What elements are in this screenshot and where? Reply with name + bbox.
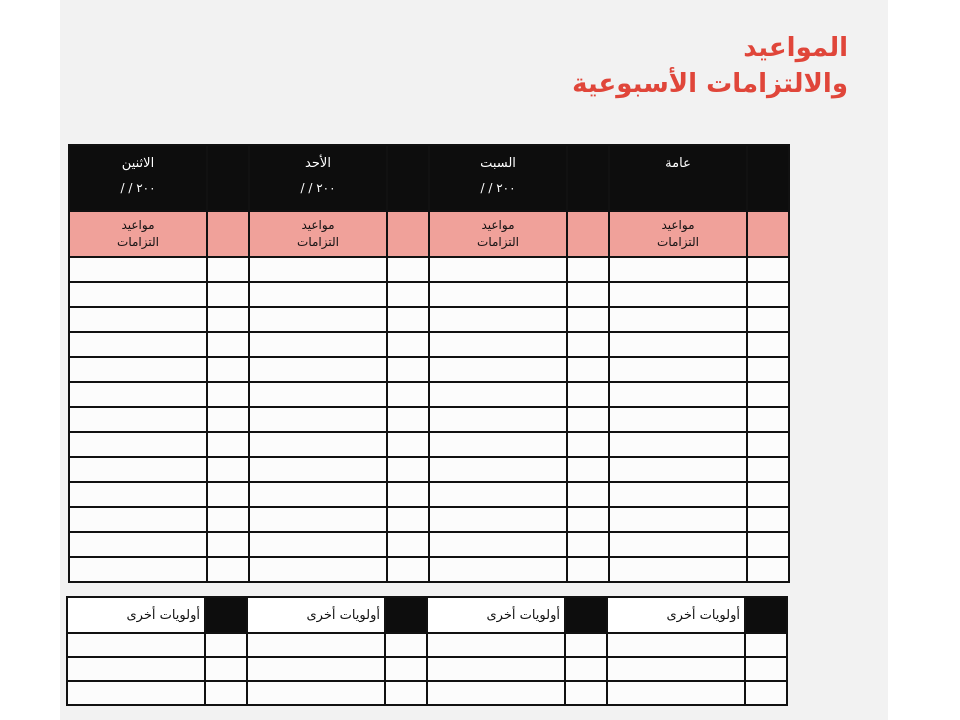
entry-cell[interactable] <box>429 357 567 382</box>
check-cell[interactable] <box>385 681 427 705</box>
entry-cell[interactable] <box>429 557 567 582</box>
check-cell[interactable] <box>747 357 789 382</box>
check-cell[interactable] <box>565 657 607 681</box>
day-date: ٢٠٠ / / <box>120 181 156 195</box>
entry-cell[interactable] <box>607 657 745 681</box>
schedule-row <box>69 482 789 507</box>
check-cell[interactable] <box>207 382 249 407</box>
check-cell[interactable] <box>207 557 249 582</box>
priorities-row <box>67 681 787 705</box>
entry-cell[interactable] <box>427 681 565 705</box>
priorities-body <box>67 633 787 705</box>
check-cell[interactable] <box>747 532 789 557</box>
priorities-header-monday <box>67 597 205 633</box>
entry-cell[interactable] <box>69 457 207 482</box>
day-header-saturday <box>429 145 567 211</box>
check-cell[interactable] <box>747 482 789 507</box>
entry-cell[interactable] <box>247 681 385 705</box>
sub-header-saturday <box>429 211 567 257</box>
check-cell[interactable] <box>747 507 789 532</box>
entry-cell[interactable] <box>69 482 207 507</box>
check-cell[interactable] <box>565 681 607 705</box>
entry-cell[interactable] <box>429 407 567 432</box>
schedule-row <box>69 557 789 582</box>
check-cell[interactable] <box>747 457 789 482</box>
check-cell[interactable] <box>387 332 429 357</box>
priorities-header-sunday <box>247 597 385 633</box>
entry-cell[interactable] <box>69 382 207 407</box>
check-cell[interactable] <box>747 332 789 357</box>
entry-cell[interactable] <box>429 382 567 407</box>
entry-cell[interactable] <box>609 482 747 507</box>
priorities-spacer <box>565 597 607 633</box>
check-cell[interactable] <box>567 357 609 382</box>
entry-cell[interactable] <box>69 282 207 307</box>
priorities-table <box>66 596 788 706</box>
entry-cell[interactable] <box>607 681 745 705</box>
entry-cell[interactable] <box>429 307 567 332</box>
day-header-general <box>609 145 747 211</box>
sub-header-general <box>609 211 747 257</box>
check-cell[interactable] <box>387 457 429 482</box>
entry-cell[interactable] <box>609 432 747 457</box>
check-cell[interactable] <box>207 357 249 382</box>
entry-cell[interactable] <box>427 657 565 681</box>
priorities-label: أولويات أخرى <box>126 607 200 623</box>
entry-cell[interactable] <box>247 657 385 681</box>
priorities-spacer <box>745 597 787 633</box>
entry-cell[interactable] <box>607 633 745 657</box>
entry-cell[interactable] <box>249 357 387 382</box>
check-cell[interactable] <box>567 257 609 282</box>
schedule-row <box>69 282 789 307</box>
check-cell[interactable] <box>747 382 789 407</box>
check-cell[interactable] <box>205 633 247 657</box>
entry-cell[interactable] <box>69 332 207 357</box>
check-cell[interactable] <box>565 633 607 657</box>
check-cell[interactable] <box>207 507 249 532</box>
sub-spacer <box>567 211 609 257</box>
schedule-row <box>69 532 789 557</box>
day-date: ٢٠٠ / / <box>300 181 336 195</box>
entry-cell[interactable] <box>609 407 747 432</box>
entry-cell[interactable] <box>249 382 387 407</box>
check-cell[interactable] <box>747 307 789 332</box>
entry-cell[interactable] <box>429 332 567 357</box>
entry-cell[interactable] <box>429 457 567 482</box>
check-cell[interactable] <box>567 482 609 507</box>
check-cell[interactable] <box>207 457 249 482</box>
check-cell[interactable] <box>567 457 609 482</box>
entry-cell[interactable] <box>69 407 207 432</box>
priorities-header-saturday <box>427 597 565 633</box>
entry-cell[interactable] <box>249 407 387 432</box>
check-cell[interactable] <box>385 657 427 681</box>
sub-label-commitments: التزامات <box>477 235 519 249</box>
header-spacer <box>387 145 429 211</box>
sub-label-appointments: مواعيد <box>481 218 515 232</box>
check-cell[interactable] <box>567 307 609 332</box>
page-title <box>572 30 848 102</box>
check-cell[interactable] <box>747 432 789 457</box>
priorities-row <box>67 633 787 657</box>
check-cell[interactable] <box>747 282 789 307</box>
check-cell[interactable] <box>207 282 249 307</box>
check-cell[interactable] <box>567 407 609 432</box>
check-cell[interactable] <box>747 257 789 282</box>
entry-cell[interactable] <box>69 432 207 457</box>
entry-cell[interactable] <box>609 557 747 582</box>
sub-header-monday <box>69 211 207 257</box>
check-cell[interactable] <box>207 432 249 457</box>
check-cell[interactable] <box>387 357 429 382</box>
sub-header-row <box>69 211 789 257</box>
schedule-row <box>69 407 789 432</box>
check-cell[interactable] <box>387 532 429 557</box>
sub-label-appointments: مواعيد <box>121 218 155 232</box>
entry-cell[interactable] <box>69 557 207 582</box>
check-cell[interactable] <box>207 307 249 332</box>
header-spacer <box>747 145 789 211</box>
entry-cell[interactable] <box>429 432 567 457</box>
check-cell[interactable] <box>567 532 609 557</box>
schedule-row <box>69 257 789 282</box>
sub-label-appointments: مواعيد <box>301 218 335 232</box>
entry-cell[interactable] <box>247 633 385 657</box>
entry-cell[interactable] <box>249 257 387 282</box>
entry-cell[interactable] <box>69 307 207 332</box>
check-cell[interactable] <box>747 407 789 432</box>
weekly-schedule-table <box>68 144 790 583</box>
priorities-spacer <box>205 597 247 633</box>
entry-cell[interactable] <box>429 282 567 307</box>
sub-label-appointments: مواعيد <box>661 218 695 232</box>
check-cell[interactable] <box>387 507 429 532</box>
entry-cell[interactable] <box>427 633 565 657</box>
check-cell[interactable] <box>745 681 787 705</box>
check-cell[interactable] <box>567 507 609 532</box>
entry-cell[interactable] <box>429 482 567 507</box>
sub-label-commitments: التزامات <box>657 235 699 249</box>
entry-cell[interactable] <box>609 357 747 382</box>
check-cell[interactable] <box>567 382 609 407</box>
title-line-2: والالتزامات الأسبوعية <box>572 69 848 99</box>
header-spacer <box>567 145 609 211</box>
day-name: عامة <box>665 156 691 171</box>
sub-header-sunday <box>249 211 387 257</box>
entry-cell[interactable] <box>609 307 747 332</box>
entry-cell[interactable] <box>609 257 747 282</box>
check-cell[interactable] <box>385 633 427 657</box>
entry-cell[interactable] <box>69 257 207 282</box>
entry-cell[interactable] <box>609 382 747 407</box>
day-header-monday <box>69 145 207 211</box>
schedule-row <box>69 507 789 532</box>
check-cell[interactable] <box>207 332 249 357</box>
entry-cell[interactable] <box>429 532 567 557</box>
entry-cell[interactable] <box>609 332 747 357</box>
entry-cell[interactable] <box>69 532 207 557</box>
check-cell[interactable] <box>387 482 429 507</box>
priorities-label: أولويات أخرى <box>486 607 560 623</box>
sub-spacer <box>387 211 429 257</box>
priorities-header-general <box>607 597 745 633</box>
schedule-body <box>69 257 789 582</box>
entry-cell[interactable] <box>249 482 387 507</box>
schedule-row <box>69 357 789 382</box>
check-cell[interactable] <box>567 282 609 307</box>
header-spacer <box>207 145 249 211</box>
check-cell[interactable] <box>387 407 429 432</box>
entry-cell[interactable] <box>249 307 387 332</box>
check-cell[interactable] <box>567 432 609 457</box>
entry-cell[interactable] <box>249 532 387 557</box>
day-name: الاثنين <box>121 156 155 171</box>
priorities-spacer <box>385 597 427 633</box>
priorities-label: أولويات أخرى <box>306 607 380 623</box>
check-cell[interactable] <box>207 257 249 282</box>
check-cell[interactable] <box>387 282 429 307</box>
check-cell[interactable] <box>205 681 247 705</box>
entry-cell[interactable] <box>249 432 387 457</box>
entry-cell[interactable] <box>429 507 567 532</box>
sub-spacer <box>747 211 789 257</box>
schedule-row <box>69 382 789 407</box>
entry-cell[interactable] <box>249 332 387 357</box>
schedule-row <box>69 332 789 357</box>
check-cell[interactable] <box>387 307 429 332</box>
sub-spacer <box>207 211 249 257</box>
entry-cell[interactable] <box>429 257 567 282</box>
check-cell[interactable] <box>745 657 787 681</box>
schedule-row <box>69 307 789 332</box>
day-name: الأحد <box>305 156 331 171</box>
sub-label-commitments: التزامات <box>297 235 339 249</box>
schedule-row <box>69 457 789 482</box>
day-header-row <box>69 145 789 211</box>
entry-cell[interactable] <box>249 557 387 582</box>
entry-cell[interactable] <box>67 657 205 681</box>
check-cell[interactable] <box>567 332 609 357</box>
check-cell[interactable] <box>745 633 787 657</box>
entry-cell[interactable] <box>249 507 387 532</box>
check-cell[interactable] <box>387 432 429 457</box>
check-cell[interactable] <box>205 657 247 681</box>
check-cell[interactable] <box>747 557 789 582</box>
check-cell[interactable] <box>207 482 249 507</box>
day-date: ٢٠٠ / / <box>480 181 516 195</box>
entry-cell[interactable] <box>67 633 205 657</box>
entry-cell[interactable] <box>69 507 207 532</box>
priorities-label: أولويات أخرى <box>666 607 740 623</box>
check-cell[interactable] <box>207 407 249 432</box>
check-cell[interactable] <box>207 532 249 557</box>
schedule-row <box>69 432 789 457</box>
entry-cell[interactable] <box>69 357 207 382</box>
check-cell[interactable] <box>387 382 429 407</box>
check-cell[interactable] <box>567 557 609 582</box>
sub-label-commitments: التزامات <box>117 235 159 249</box>
entry-cell[interactable] <box>249 457 387 482</box>
day-name: السبت <box>480 156 516 171</box>
day-header-sunday <box>249 145 387 211</box>
entry-cell[interactable] <box>609 507 747 532</box>
entry-cell[interactable] <box>609 457 747 482</box>
check-cell[interactable] <box>387 257 429 282</box>
entry-cell[interactable] <box>609 282 747 307</box>
entry-cell[interactable] <box>609 532 747 557</box>
title-line-1: المواعيد <box>743 33 848 63</box>
entry-cell[interactable] <box>67 681 205 705</box>
entry-cell[interactable] <box>249 282 387 307</box>
priorities-header-row <box>67 597 787 633</box>
priorities-row <box>67 657 787 681</box>
check-cell[interactable] <box>387 557 429 582</box>
